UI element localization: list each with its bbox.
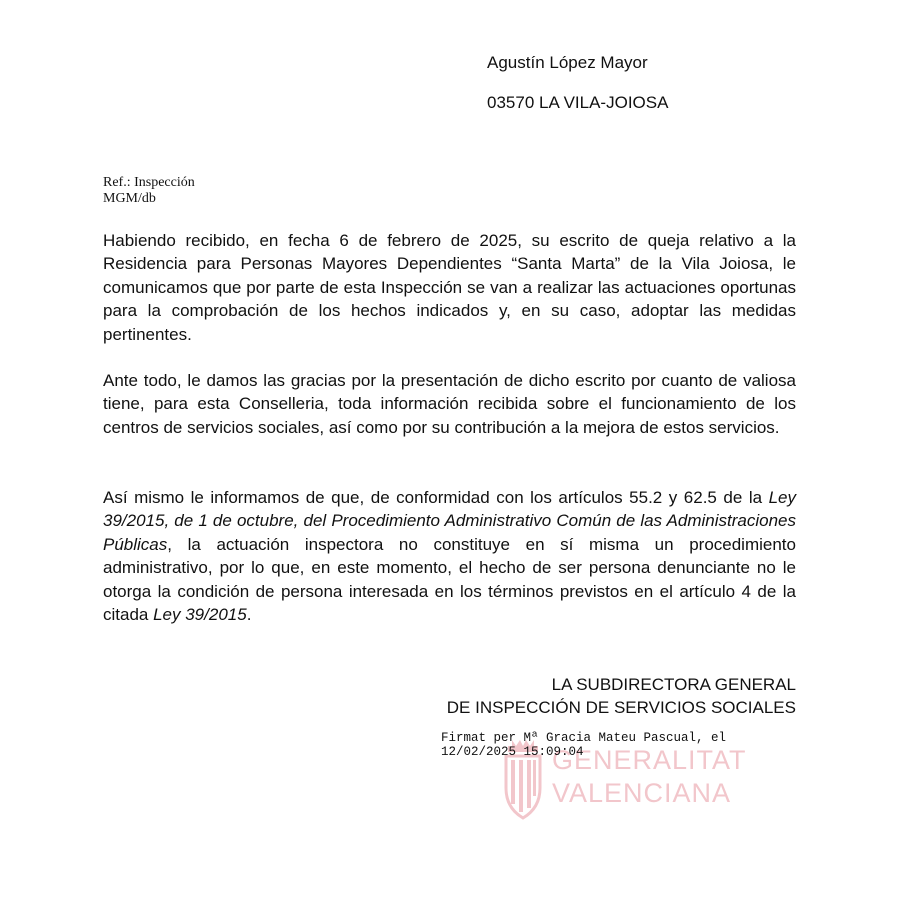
recipient-address: 03570 LA VILA-JOIOSA	[487, 93, 669, 112]
body-paragraph-2: Ante todo, le damos las gracias por la presentación de dicho escrito por cuanto de valiosa tiene, para esta Conselleria, toda información recibida sobre el funcionamiento de los centros de servicios sociales, así como por su contribución a la mejora de estos servicios.	[103, 371, 796, 437]
stamp-text-generalitat: GENERALITAT	[552, 745, 747, 775]
reference-initials: MGM/db	[103, 191, 156, 206]
signatory-line-1: LA SUBDIRECTORA GENERAL	[551, 675, 796, 694]
body-paragraph-3	[103, 486, 796, 626]
signature-timestamp: 12/02/2025 15:09:04	[441, 745, 584, 759]
p3-text-a: Así mismo le informamos de que, de conformidad con los artículos 55.2 y 62.5 de la	[103, 488, 769, 507]
signatory-line-2: DE INSPECCIÓN DE SERVICIOS SOCIALES	[446, 698, 796, 717]
digital-signature-note	[441, 731, 726, 759]
body-paragraph-1: Habiendo recibido, en fecha 6 de febrero de 2025, su escrito de queja relativo a la Residencia para Personas Mayores Dependientes “Santa Marta” de la Vila Joiosa, le comunicamos que por parte de esta Inspección se van a realizar las actuaciones oportunas para la comprobación de los hechos indicados y, en su caso, adoptar las medidas pertinentes.	[103, 231, 796, 344]
signature-signer-line: Firmat per Mª Gracia Mateu Pascual, el	[441, 731, 727, 745]
reference-block	[103, 175, 195, 207]
recipient-name: Agustín López Mayor	[487, 53, 648, 72]
law-citation: Ley 39/2015, de 1 de octubre, del Procedimiento Administrativo Común de las Administraciones Públicas	[103, 488, 796, 554]
p3-text-end: .	[246, 605, 252, 625]
reference-line: Ref.: Inspección	[103, 175, 195, 190]
p3-text-b: , la actuación inspectora no constituye en sí misma un procedimiento administrativo, por lo que, en este momento, el hecho de ser persona denunciante no le otorga la condición de persona interesada en los términos previstos en el artículo 4 de la citada	[103, 534, 796, 625]
law-citation-short: Ley 39/2015	[153, 605, 247, 625]
stamp-text-valenciana: VALENCIANA	[552, 778, 732, 808]
signatory-title	[447, 673, 796, 719]
